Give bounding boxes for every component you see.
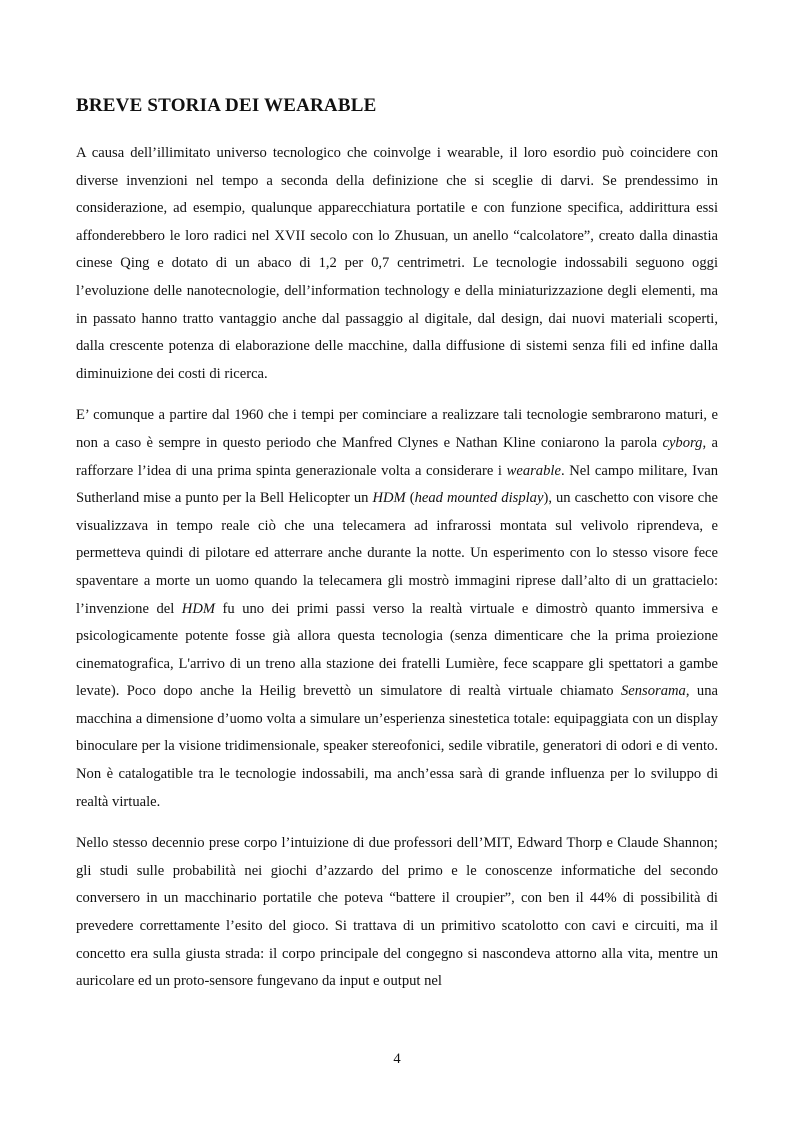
section-heading: BREVE STORIA DEI WEARABLE xyxy=(76,95,377,116)
text-run: A causa dell’illimitato universo tecnologico che coinvolge i wearable, il loro esordio può coincidere con diverse invenzioni nel tempo a seconda della definizione che si sceglie di darvi. Se prendessimo in considerazione, ad esempio, qualunque apparecchiatura portatile e con funzione specifica, addirittura essi affonderebbero le loro radici nel XVII secolo con lo Zhusuan, un anello “calcolatore”, creato dalla dinastia cinese Qing e dotato di un abaco di 1,2 per 0,7 centrimetri. Le tecnologie indossabili seguono oggi l’evoluzione delle nanotecnologie, dell’information technology e della miniaturizzazione degli elementi, ma in passato hanno tratto vantaggio anche dal passaggio al digitale, dal design, dai nuovi materiali scoperti, dalla crescente potenza di elaborazione delle macchine, dalla diffusione di sistemi senza fili ed infine dalla diminuizione dei costi di ricerca. xyxy=(76,145,718,382)
text-run: . Nel campo militare, Ivan Sutherland mise a punto per la Bell Helicopter un xyxy=(76,462,719,507)
text-run: , a rafforzare l’idea di una prima spinta generazionale volta a considerare i xyxy=(76,434,718,479)
italic-term: HDM xyxy=(181,600,216,617)
paragraph xyxy=(76,830,718,996)
italic-term: cyborg xyxy=(662,434,703,451)
text-run: Nello stesso decennio prese corpo l’intuizione di due professori dell’MIT, Edward Thorp e Claude Shannon; gli studi sulle probabilità nei giochi d’azzardo del primo e le conoscenze informatiche del secondo conversero in un macchinario portatile che poteva “battere il croupier”, con ben il 44% di possibilità di prevedere correttamente l’esito del gioco. Si trattava di un primitivo scatolotto con cavi e circuiti, ma il concetto era sulla giusta strada: il corpo principale del congegno si nascondeva attorno alla vita, mentre un auricolare ed un proto-sensore fungevano da input e output nel xyxy=(76,835,718,990)
italic-term: HDM xyxy=(372,490,406,507)
body-text xyxy=(76,140,718,1010)
paragraph xyxy=(76,402,718,816)
text-run: , una macchina a dimensione d’uomo volta a simulare un’esperienza sinestetica totale: equipaggiata con un display binoculare per la visione tridimensionale, speaker stereofonici, sedile vibratile, generatori di odori e di vento. Non è catalogatible tra le tecnologie indossabili, ma anch’essa sarà di grande influenza per lo sviluppo di realtà virtuale. xyxy=(76,683,718,810)
page-number: 4 xyxy=(393,1051,401,1067)
italic-term: wearable xyxy=(506,462,561,479)
paragraph xyxy=(76,140,718,388)
text-run: E’ comunque a partire dal 1960 che i tempi per cominciare a realizzare tali tecnologie sembrarono maturi, e non a caso è sempre in questo periodo che Manfred Clynes e Nathan Kline coniarono la parola xyxy=(76,407,718,451)
italic-term: head mounted display xyxy=(414,490,544,507)
text-run: ), un caschetto con visore che visualizzava in tempo reale ciò che una telecamera ad infrarossi montata sul velivolo riprendeva, e permetteva quindi di pilotare ed atterrare anche durante la notte. Un esperimento con lo stesso visore fece spaventare a morte un uomo quando la telecamera gli mostrò immagini riprese dall’alto di un grattacielo: l’invenzione del xyxy=(76,490,719,617)
text-run: fu uno dei primi passi verso la realtà virtuale e dimostrò quanto immersiva e psicologicamente potente fosse già allora questa tecnologia (senza dimenticare che la prima proiezione cinematografica, L'arrivo di un treno alla stazione dei fratelli Lumière, fece scappare gli spettatori a gambe levate). Poco dopo anche la Heilig brevettò un simulatore di realtà virtuale chiamato xyxy=(76,600,718,700)
text-run: ( xyxy=(405,490,415,507)
italic-term: Sensorama xyxy=(620,683,686,700)
